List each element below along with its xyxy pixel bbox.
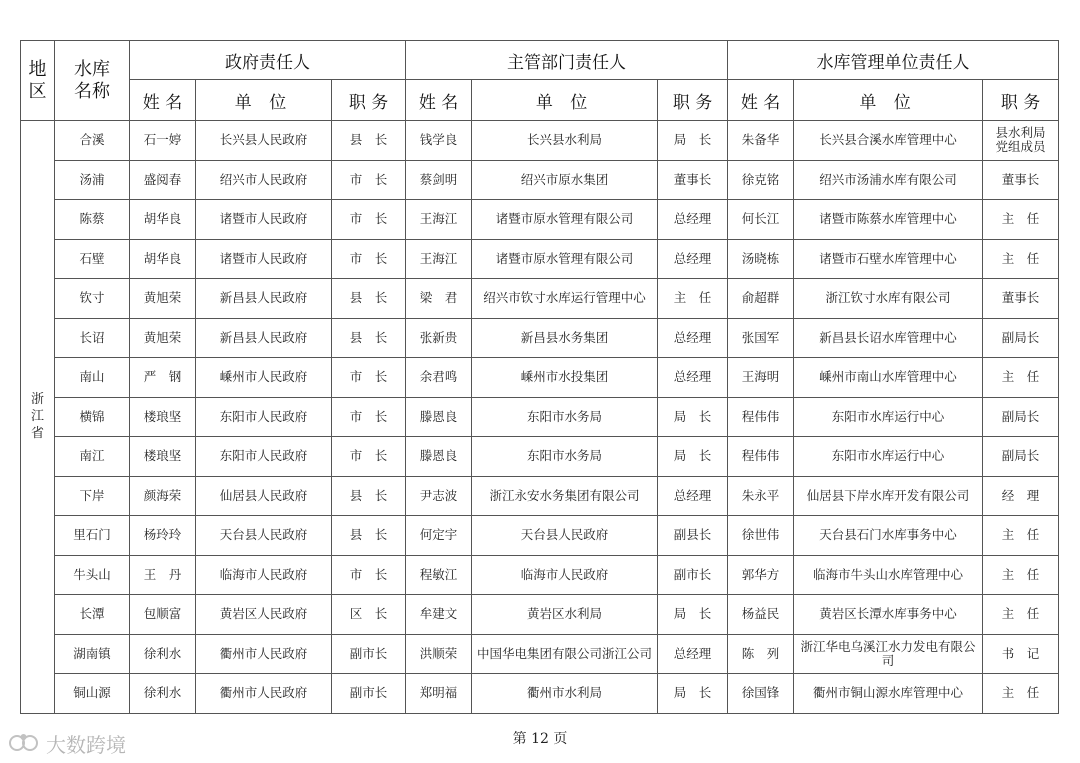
mgmt-post-cell: 主 任: [983, 239, 1059, 279]
dept-post-cell: 局 长: [658, 437, 728, 477]
mgmt-name-cell: 杨益民: [728, 595, 794, 635]
dept-post-cell: 总经理: [658, 476, 728, 516]
dept-unit-cell: 天台县人民政府: [472, 516, 658, 556]
table-body: [21, 121, 1059, 714]
gov-name-cell: 严 钢: [130, 358, 196, 398]
mgmt-post-cell: 主 任: [983, 555, 1059, 595]
dept-name-cell: 梁 君: [406, 279, 472, 319]
dept-name-cell: 尹志波: [406, 476, 472, 516]
reservoir-name-cell: 湖南镇: [55, 634, 130, 674]
mgmt-unit-cell: 黄岩区长潭水库事务中心: [794, 595, 983, 635]
table-row: [21, 279, 1059, 319]
dept-unit-cell: 黄岩区水利局: [472, 595, 658, 635]
header-gov-group: 政府责任人: [130, 41, 406, 80]
mgmt-unit-cell: 诸暨市陈蔡水库管理中心: [794, 200, 983, 240]
dept-post-cell: 总经理: [658, 318, 728, 358]
mgmt-name-cell: 王海明: [728, 358, 794, 398]
gov-name-cell: 石一婷: [130, 121, 196, 161]
gov-name-cell: 徐利水: [130, 674, 196, 714]
dept-unit-cell: 东阳市水务局: [472, 397, 658, 437]
dept-name-cell: 洪顺荣: [406, 634, 472, 674]
mgmt-post-cell: 副局长: [983, 318, 1059, 358]
dept-unit-cell: 诸暨市原水管理有限公司: [472, 239, 658, 279]
mgmt-name-cell: 郭华方: [728, 555, 794, 595]
mgmt-unit-cell: 东阳市水库运行中心: [794, 437, 983, 477]
mgmt-unit-cell: 新昌县长诏水库管理中心: [794, 318, 983, 358]
dept-post-cell: 总经理: [658, 358, 728, 398]
dept-unit-cell: 绍兴市钦寸水库运行管理中心: [472, 279, 658, 319]
mgmt-name-cell: 俞超群: [728, 279, 794, 319]
reservoir-name-cell: 下岸: [55, 476, 130, 516]
gov-name-cell: 徐利水: [130, 634, 196, 674]
gov-post-cell: 县 长: [332, 516, 406, 556]
reservoir-name-cell: 钦寸: [55, 279, 130, 319]
dept-unit-cell: 嵊州市水投集团: [472, 358, 658, 398]
gov-name-cell: 王 丹: [130, 555, 196, 595]
mgmt-name-cell: 程伟伟: [728, 437, 794, 477]
gov-unit-cell: 黄岩区人民政府: [196, 595, 332, 635]
dept-name-cell: 何定宇: [406, 516, 472, 556]
table-row: [21, 160, 1059, 200]
table-row: [21, 437, 1059, 477]
header-dept-name: 姓 名: [406, 80, 472, 121]
dept-name-cell: 钱学良: [406, 121, 472, 161]
gov-post-cell: 市 长: [332, 437, 406, 477]
mgmt-name-cell: 徐世伟: [728, 516, 794, 556]
mgmt-unit-cell: 长兴县合溪水库管理中心: [794, 121, 983, 161]
mgmt-post-cell: 董事长: [983, 160, 1059, 200]
reservoir-responsibility-table: [20, 40, 1059, 714]
gov-post-cell: 县 长: [332, 318, 406, 358]
dept-post-cell: 董事长: [658, 160, 728, 200]
gov-name-cell: 胡华良: [130, 239, 196, 279]
reservoir-name-cell: 长潭: [55, 595, 130, 635]
reservoir-name-cell: 合溪: [55, 121, 130, 161]
header-mgmt-unit: 单 位: [794, 80, 983, 121]
header-reservoir-name: 水库名称: [55, 41, 130, 121]
mgmt-name-cell: 朱备华: [728, 121, 794, 161]
mgmt-post-cell: 董事长: [983, 279, 1059, 319]
header-region: 地区: [21, 41, 55, 121]
mgmt-name-cell: 汤晓栋: [728, 239, 794, 279]
page-number: 第 12 页: [512, 731, 568, 747]
header-gov-name: 姓 名: [130, 80, 196, 121]
dept-name-cell: 牟建文: [406, 595, 472, 635]
header-gov-post: 职 务: [332, 80, 406, 121]
dept-post-cell: 副县长: [658, 516, 728, 556]
mgmt-name-cell: 徐克铭: [728, 160, 794, 200]
dept-name-cell: 程敏江: [406, 555, 472, 595]
gov-post-cell: 副市长: [332, 634, 406, 674]
dept-unit-cell: 新昌县水务集团: [472, 318, 658, 358]
dept-post-cell: 总经理: [658, 239, 728, 279]
dept-unit-cell: 浙江永安水务集团有限公司: [472, 476, 658, 516]
gov-post-cell: 市 长: [332, 397, 406, 437]
dept-post-cell: 局 长: [658, 397, 728, 437]
gov-name-cell: 包顺富: [130, 595, 196, 635]
header-mgmt-name: 姓 名: [728, 80, 794, 121]
gov-unit-cell: 诸暨市人民政府: [196, 200, 332, 240]
header-mgmt-post: 职 务: [983, 80, 1059, 121]
gov-name-cell: 楼琅坚: [130, 397, 196, 437]
mgmt-unit-cell: 仙居县下岸水库开发有限公司: [794, 476, 983, 516]
gov-post-cell: 市 长: [332, 358, 406, 398]
mgmt-post-cell: 副局长: [983, 397, 1059, 437]
mgmt-post-cell: 主 任: [983, 674, 1059, 714]
table-row: [21, 397, 1059, 437]
dept-name-cell: 滕恩良: [406, 437, 472, 477]
mgmt-post-cell: 经 理: [983, 476, 1059, 516]
mgmt-unit-cell: 诸暨市石壁水库管理中心: [794, 239, 983, 279]
gov-unit-cell: 嵊州市人民政府: [196, 358, 332, 398]
dept-post-cell: 局 长: [658, 121, 728, 161]
dept-name-cell: 王海江: [406, 239, 472, 279]
mgmt-unit-cell: 绍兴市汤浦水库有限公司: [794, 160, 983, 200]
gov-post-cell: 市 长: [332, 200, 406, 240]
header-gov-unit: 单 位: [196, 80, 332, 121]
reservoir-name-cell: 铜山源: [55, 674, 130, 714]
table-row: [21, 634, 1059, 674]
header-dept-group: 主管部门责任人: [406, 41, 728, 80]
mgmt-unit-cell: 天台县石门水库事务中心: [794, 516, 983, 556]
gov-name-cell: 黄旭荣: [130, 279, 196, 319]
dept-unit-cell: 长兴县水利局: [472, 121, 658, 161]
gov-post-cell: 市 长: [332, 555, 406, 595]
table-row: [21, 358, 1059, 398]
gov-post-cell: 县 长: [332, 279, 406, 319]
gov-unit-cell: 东阳市人民政府: [196, 397, 332, 437]
gov-unit-cell: 衢州市人民政府: [196, 634, 332, 674]
gov-post-cell: 县 长: [332, 121, 406, 161]
dept-name-cell: 蔡剑明: [406, 160, 472, 200]
reservoir-name-cell: 横锦: [55, 397, 130, 437]
table-row: [21, 555, 1059, 595]
gov-name-cell: 黄旭荣: [130, 318, 196, 358]
gov-unit-cell: 绍兴市人民政府: [196, 160, 332, 200]
mgmt-post-cell: 主 任: [983, 358, 1059, 398]
gov-post-cell: 县 长: [332, 476, 406, 516]
reservoir-name-cell: 里石门: [55, 516, 130, 556]
gov-unit-cell: 仙居县人民政府: [196, 476, 332, 516]
mgmt-post-cell: 县水利局党组成员: [983, 121, 1059, 161]
mgmt-unit-cell: 浙江华电乌溪江水力发电有限公司: [794, 634, 983, 674]
reservoir-name-cell: 南江: [55, 437, 130, 477]
gov-name-cell: 胡华良: [130, 200, 196, 240]
table-row: [21, 121, 1059, 161]
mgmt-name-cell: 程伟伟: [728, 397, 794, 437]
table-row: [21, 674, 1059, 714]
dept-post-cell: 局 长: [658, 595, 728, 635]
gov-post-cell: 区 长: [332, 595, 406, 635]
dept-post-cell: 主 任: [658, 279, 728, 319]
dept-unit-cell: 临海市人民政府: [472, 555, 658, 595]
gov-unit-cell: 东阳市人民政府: [196, 437, 332, 477]
gov-unit-cell: 临海市人民政府: [196, 555, 332, 595]
mgmt-name-cell: 何长江: [728, 200, 794, 240]
mgmt-post-cell: 主 任: [983, 595, 1059, 635]
dept-unit-cell: 衢州市水利局: [472, 674, 658, 714]
gov-post-cell: 市 长: [332, 239, 406, 279]
table-row: [21, 200, 1059, 240]
reservoir-name-cell: 南山: [55, 358, 130, 398]
gov-name-cell: 楼琅坚: [130, 437, 196, 477]
mgmt-name-cell: 朱永平: [728, 476, 794, 516]
mgmt-name-cell: 徐国锋: [728, 674, 794, 714]
gov-unit-cell: 天台县人民政府: [196, 516, 332, 556]
mgmt-unit-cell: 嵊州市南山水库管理中心: [794, 358, 983, 398]
gov-name-cell: 颜海荣: [130, 476, 196, 516]
gov-unit-cell: 诸暨市人民政府: [196, 239, 332, 279]
gov-name-cell: 盛阅春: [130, 160, 196, 200]
dept-unit-cell: 中国华电集团有限公司浙江公司: [472, 634, 658, 674]
mgmt-post-cell: 副局长: [983, 437, 1059, 477]
table-row: [21, 476, 1059, 516]
reservoir-name-cell: 牛头山: [55, 555, 130, 595]
dept-post-cell: 总经理: [658, 200, 728, 240]
dept-unit-cell: 绍兴市原水集团: [472, 160, 658, 200]
reservoir-name-cell: 陈蔡: [55, 200, 130, 240]
table-row: [21, 239, 1059, 279]
mgmt-unit-cell: 东阳市水库运行中心: [794, 397, 983, 437]
mgmt-name-cell: 张国军: [728, 318, 794, 358]
mgmt-unit-cell: 临海市牛头山水库管理中心: [794, 555, 983, 595]
responsibility-table-container: [20, 40, 1058, 714]
header-mgmt-group: 水库管理单位责任人: [728, 41, 1059, 80]
gov-unit-cell: 长兴县人民政府: [196, 121, 332, 161]
dept-name-cell: 滕恩良: [406, 397, 472, 437]
reservoir-name-cell: 石壁: [55, 239, 130, 279]
watermark-text: 大数跨境: [46, 732, 126, 757]
dept-name-cell: 张新贵: [406, 318, 472, 358]
dept-post-cell: 总经理: [658, 634, 728, 674]
dept-post-cell: 副市长: [658, 555, 728, 595]
table-row: [21, 318, 1059, 358]
reservoir-name-cell: 长诏: [55, 318, 130, 358]
gov-unit-cell: 新昌县人民政府: [196, 279, 332, 319]
dept-unit-cell: 东阳市水务局: [472, 437, 658, 477]
dept-unit-cell: 诸暨市原水管理有限公司: [472, 200, 658, 240]
mgmt-name-cell: 陈 列: [728, 634, 794, 674]
gov-post-cell: 市 长: [332, 160, 406, 200]
dept-name-cell: 王海江: [406, 200, 472, 240]
header-dept-post: 职 务: [658, 80, 728, 121]
mgmt-unit-cell: 浙江钦寸水库有限公司: [794, 279, 983, 319]
reservoir-name-cell: 汤浦: [55, 160, 130, 200]
gov-post-cell: 副市长: [332, 674, 406, 714]
table-row: [21, 595, 1059, 635]
mgmt-unit-cell: 衢州市铜山源水库管理中心: [794, 674, 983, 714]
table-row: [21, 516, 1059, 556]
dept-name-cell: 郑明福: [406, 674, 472, 714]
mgmt-post-cell: 主 任: [983, 200, 1059, 240]
dept-name-cell: 余君鸣: [406, 358, 472, 398]
region-cell: 浙江省: [21, 121, 55, 714]
mgmt-post-cell: 书 记: [983, 634, 1059, 674]
gov-name-cell: 杨玲玲: [130, 516, 196, 556]
mgmt-post-cell: 主 任: [983, 516, 1059, 556]
gov-unit-cell: 衢州市人民政府: [196, 674, 332, 714]
header-dept-unit: 单 位: [472, 80, 658, 121]
gov-unit-cell: 新昌县人民政府: [196, 318, 332, 358]
dept-post-cell: 局 长: [658, 674, 728, 714]
